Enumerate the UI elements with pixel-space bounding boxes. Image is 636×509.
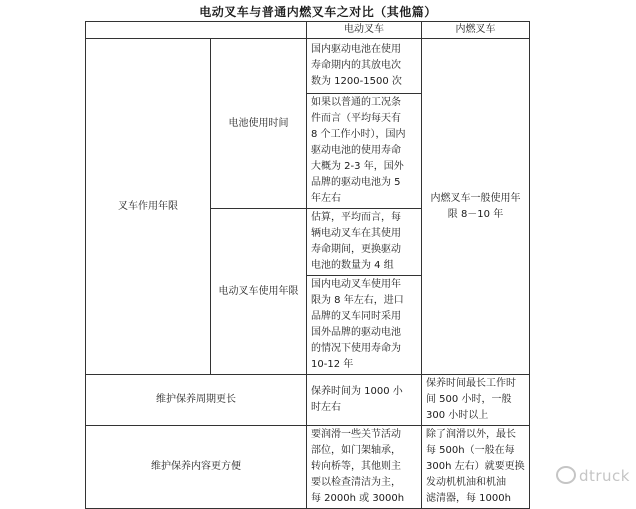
- header-row: [86, 22, 530, 39]
- header-ice: 内燃叉车: [422, 22, 530, 39]
- maintenance-content-label: 维护保养内容更方便: [86, 426, 307, 509]
- battery-replacement-text: 估算，平均而言，每 辆电动叉车在其使用 寿命期间，更换驱动 电池的数量为 4 组: [307, 209, 422, 276]
- header-electric: 电动叉车: [307, 22, 422, 39]
- lifespan-label: 叉车作用年限: [86, 39, 211, 375]
- battery-service-years-text: 如果以普通的工况条 件而言（平均每天有 8 个工作小时），国内 驱动电池的使用寿命 大概为 2-3 年，国外 品牌的驱动电池为 5 年左右: [307, 94, 422, 209]
- comparison-table: [85, 21, 530, 509]
- maintenance-cycle-electric: 保养时间为 1000 小 时左右: [307, 375, 422, 426]
- battery-life-label: 电池使用时间: [211, 39, 307, 209]
- ice-lifespan-text: 内燃叉车一般使用年 限 8－10 年: [422, 39, 530, 375]
- wechat-icon: [556, 466, 576, 484]
- maintenance-content-electric: 要润滑一些关节活动 部位，如门架轴承， 转向桥等，其他则主 要以检查清洁为主， 每 2000h 或 3000h: [307, 426, 422, 509]
- watermark: [556, 466, 630, 485]
- maintenance-cycle-row: [86, 375, 530, 426]
- battery-cycle-count-text: 国内驱动电池在使用 寿命期内的其放电次 数为 1200-1500 次: [307, 39, 422, 94]
- forklift-service-years-text: 国内电动叉车使用年 限为 8 年左右，进口 品牌的叉车同时采用 国外品牌的驱动电池 的情况下使用寿命为 10-12 年: [307, 276, 422, 375]
- maintenance-cycle-label: 维护保养周期更长: [86, 375, 307, 426]
- maintenance-cycle-ice: 保养时间最长工作时 间 500 小时，一般 300 小时以上: [422, 375, 530, 426]
- maintenance-content-ice: 除了润滑以外，最长 每 500h（一般在每 300h 左右）就要更换 发动机机油和机油 滤清器，每 1000h: [422, 426, 530, 509]
- forklift-life-label: 电动叉车使用年限: [211, 209, 307, 375]
- header-blank-cell: [86, 22, 307, 39]
- watermark-text: dtruck: [578, 467, 630, 485]
- document-title: 电动叉车与普通内燃叉车之对比（其他篇）: [199, 5, 437, 19]
- maintenance-content-row: [86, 426, 530, 509]
